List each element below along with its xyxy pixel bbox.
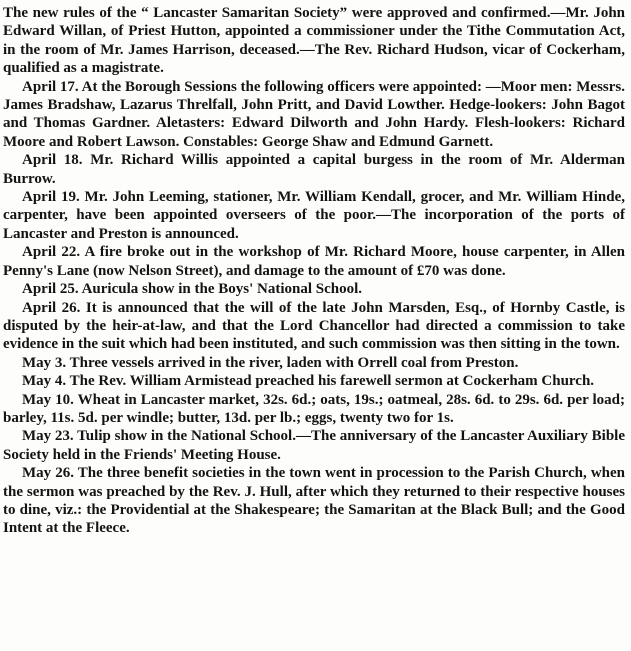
paragraph-april-25: April 25. Auricula show in the Boys' National School. — [22, 281, 363, 298]
paragraph-may-4: May 4. The Rev. William Armistead preached his farewell sermon at Cockerham Church. — [22, 373, 595, 390]
paragraph-april-26: April 26. It is announced that the will of the late John Marsden, Esq., of Hornby Castle, is disputed by the heir-at-law, and that the Lord Chancellor had directed a commission to take evidence in the suit which had been instituted, and such commission was then sitting in the town. — [3, 299, 625, 353]
paragraph-may-26: May 26. The three benefit societies in the town went in procession to the Parish Church, when the sermon was preached by the Rev. J. Hull, after which they returned to their respective houses to dine, viz.: the Providential at the Shakespeare; the Samaritan at the Black Bull; and the Good Intent at the Fleece. — [3, 465, 625, 537]
paragraph-april-19: April 19. Mr. John Leeming, stationer, Mr. William Kendall, grocer, and Mr. William Hinde, carpenter, have been appointed overseers of the poor.—The incorporation of the ports of Lancaster and Preston is announced. — [3, 189, 625, 242]
paragraph-may-23: May 23. Tulip show in the National School.—The anniversary of the Lancaster Auxiliary Bible Society held in the Friends' Meeting House. — [3, 428, 625, 463]
paragraph-intro: The new rules of the “ Lancaster Samaritan Society” were approved and confirmed.—Mr. John Edward Willan, of Priest Hutton, appointed a commissioner under the Tithe Commutation Act, in the room of Mr. James Harrison, deceased.—The Rev. Richard Hudson, vicar of Cockerham, qualified as a magistrate. — [3, 5, 625, 77]
paragraph-april-22: April 22. A fire broke out in the workshop of Mr. Richard Moore, house carpenter, in Allen Penny's Lane (now Nelson Street), and damage to the amount of £70 was done. — [3, 244, 625, 279]
paragraph-april-17: April 17. At the Borough Sessions the following officers were appointed: —Moor men: Messrs. James Bradshaw, Lazarus Threlfall, John Pritt, and David Lowther. Hedge-lookers: John Bagot and Thomas Gardner. Aletasters: Edward Dilworth and John Hardy. Flesh-lookers: Richard Moore and Robert Lawson. Constables: George Shaw and Edmund Garnett. — [3, 78, 625, 150]
paragraph-april-18: April 18. Mr. Richard Willis appointed a capital burgess in the room of Mr. Alderman Burrow. — [3, 152, 625, 187]
paragraph-may-10: May 10. Wheat in Lancaster market, 32s. 6d.; oats, 19s.; oatmeal, 28s. 6d. to 29s. 6d. per load; barley, 11s. 5d. per windle; butter, 13d. per lb.; eggs, twenty two for 1s. — [3, 391, 625, 426]
chronicle-text — [3, 4, 625, 538]
paragraph-may-3: May 3. Three vessels arrived in the river, laden with Orrell coal from Preston. — [22, 354, 519, 371]
